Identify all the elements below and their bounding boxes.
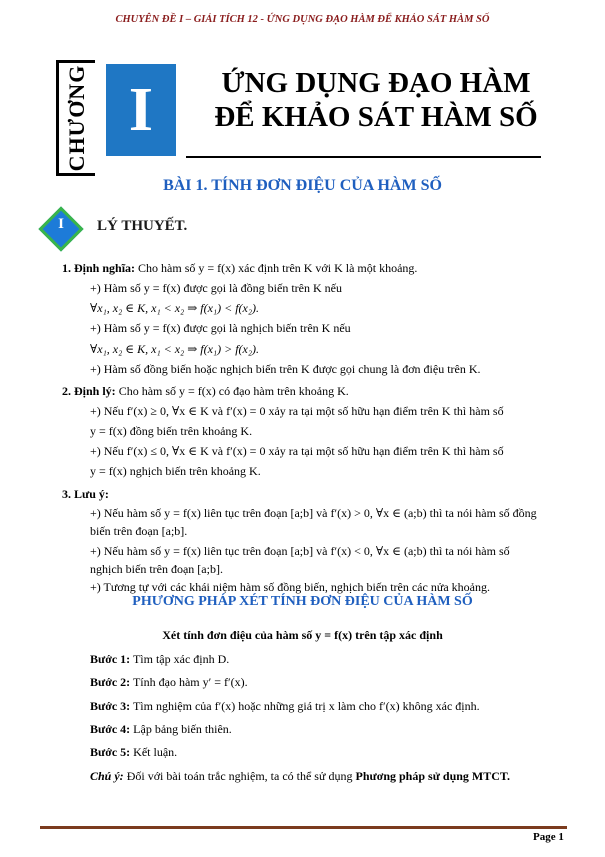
method-note-bold: Phương pháp sử dụng MTCT. [355,769,511,783]
note-line: biến trên đoạn [a;b]. [90,524,188,538]
note-line: nghịch biến trên đoạn [a;b]. [90,562,223,576]
theorem-line: +) Nếu f′(x) ≤ 0, ∀x ∈ K và f′(x) = 0 xảy ra tại một số hữu hạn điểm trên K thì hàm số [90,444,504,458]
page-number: Page 1 [533,831,564,843]
definition-intro: Cho hàm số y = f(x) xác định trên K với K là một khoảng. [138,261,418,275]
step-text: Lập bảng biến thiên. [133,722,232,736]
definition-formula: ∀x₁, x₂ ∈ K, x₁ < x₂ ⇒ f(x₁) < f(x₂). [90,301,260,315]
theorem-block [62,384,349,399]
method-title: PHƯƠNG PHÁP XÉT TÍNH ĐƠN ĐIỆU CỦA HÀM SỐ [132,594,473,609]
theorem-line: y = f(x) nghịch biến trên khoảng K. [90,464,261,478]
definition-line: +) Hàm số y = f(x) được gọi là đồng biến trên K nếu [90,281,342,295]
chapter-title-line2: ĐỂ KHẢO SÁT HÀM SỐ [214,101,538,133]
step-item [90,652,229,667]
step-label: Bước 2: [90,675,131,689]
note-line: +) Tương tự với các khái niệm hàm số đồng biến, nghịch biến trên các nửa khoảng. [90,580,490,594]
theorem-line: y = f(x) đồng biến trên khoảng K. [90,424,253,438]
method-note-text: Đối với bài toán trắc nghiệm, ta có thể sử dụng [126,769,353,783]
step-text: Tìm nghiệm của f′(x) hoặc những giá trị x làm cho f′(x) không xác định. [132,699,480,713]
definition-line: +) Hàm số đồng biến hoặc nghịch biến trên K được gọi chung là đơn điệu trên K. [90,362,481,376]
section-badge: I [58,216,64,232]
step-item [90,745,177,760]
step-item [90,675,248,690]
chapter-title [186,66,566,134]
step-label: Bước 3: [90,699,131,713]
lesson-title: BÀI 1. TÍNH ĐƠN ĐIỆU CỦA HÀM SỐ [163,177,442,194]
definition-formula: ∀x₁, x₂ ∈ K, x₁ < x₂ ⇒ f(x₁) > f(x₂). [90,342,260,356]
method-note-label: Chú ý: [90,769,124,783]
step-item [90,722,232,737]
method-subtitle: Xét tính đơn điệu của hàm số y = f(x) trên tập xác định [162,628,443,642]
theorem-line: +) Nếu f′(x) ≥ 0, ∀x ∈ K và f′(x) = 0 xảy ra tại một số hữu hạn điểm trên K thì hàm số [90,404,504,418]
step-label: Bước 5: [90,745,131,759]
note-heading: 3. Lưu ý: [62,487,109,501]
definition-heading: 1. Định nghĩa: [62,261,136,275]
definition-block [62,261,417,276]
chapter-rule [186,156,541,158]
theorem-heading: 2. Định lý: [62,384,116,398]
definition-line: +) Hàm số y = f(x) được gọi là nghịch biến trên K nếu [90,321,351,335]
step-item [90,699,480,714]
running-header: CHUYÊN ĐỀ I – GIẢI TÍCH 12 - ỨNG DỤNG ĐẠO HÀM ĐỂ KHẢO SÁT HÀM SỐ [115,14,490,25]
note-line: +) Nếu hàm số y = f(x) liên tục trên đoạn [a;b] và f′(x) > 0, ∀x ∈ (a;b) thì ta nói hàm số đồng [90,506,537,520]
step-text: Tìm tập xác định D. [132,652,230,666]
step-label: Bước 1: [90,652,131,666]
step-text: Tính đạo hàm y′ = f′(x). [132,675,248,689]
note-line: +) Nếu hàm số y = f(x) liên tục trên đoạn [a;b] và f′(x) < 0, ∀x ∈ (a;b) thì ta nói hàm số [90,544,510,558]
step-text: Kết luận. [133,745,178,759]
chapter-label: CHƯƠNG [64,64,89,172]
section-title: LÝ THUYẾT. [97,218,188,234]
chapter-title-line1: ỨNG DỤNG ĐẠO HÀM [221,67,531,99]
footer-rule [40,826,567,829]
chapter-number: I [106,64,176,156]
chapter-label-box [56,60,95,176]
step-label: Bước 4: [90,722,131,736]
method-note [90,769,510,784]
theorem-intro: Cho hàm số y = f(x) có đạo hàm trên khoảng K. [118,384,349,398]
